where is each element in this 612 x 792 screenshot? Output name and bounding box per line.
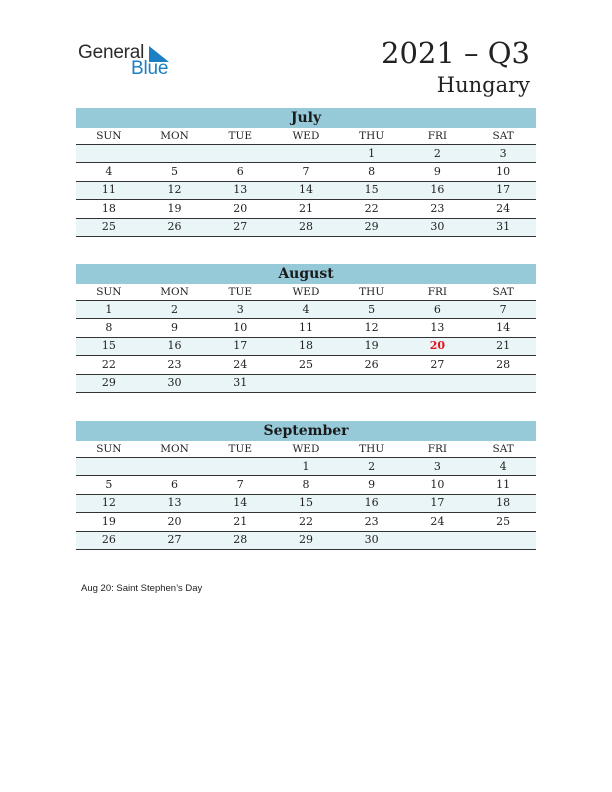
country-name: Hungary	[436, 73, 530, 97]
day-cell: 7	[207, 476, 273, 494]
generalblue-logo	[78, 42, 178, 82]
day-cell: 11	[273, 319, 339, 337]
empty-day-cell	[470, 374, 536, 392]
weekday-label: MON	[142, 284, 208, 301]
month-title: September	[76, 421, 536, 441]
logo-text-blue: Blue	[131, 58, 169, 79]
weekday-label: TUE	[207, 284, 273, 301]
month-calendar-august	[76, 264, 536, 393]
day-cell: 26	[339, 356, 405, 374]
month-grid	[76, 284, 536, 393]
week-row	[76, 301, 536, 319]
week-row	[76, 181, 536, 199]
day-cell: 15	[273, 494, 339, 512]
day-cell: 8	[273, 476, 339, 494]
day-cell: 17	[405, 494, 471, 512]
weekday-label: WED	[273, 284, 339, 301]
month-title: July	[76, 108, 536, 128]
day-cell: 25	[273, 356, 339, 374]
weekday-label: MON	[142, 441, 208, 458]
day-cell: 13	[405, 319, 471, 337]
day-cell: 27	[207, 218, 273, 236]
empty-day-cell	[142, 458, 208, 476]
day-cell: 23	[405, 200, 471, 218]
weekday-label: SAT	[470, 284, 536, 301]
day-cell: 4	[76, 163, 142, 181]
day-cell: 11	[470, 476, 536, 494]
day-cell: 1	[76, 301, 142, 319]
weekday-label: SAT	[470, 441, 536, 458]
day-cell: 13	[142, 494, 208, 512]
day-cell: 21	[470, 337, 536, 355]
holiday-note: Aug 20: Saint Stephen’s Day	[81, 583, 203, 594]
day-cell: 10	[470, 163, 536, 181]
day-cell: 2	[142, 301, 208, 319]
day-cell: 18	[273, 337, 339, 355]
day-cell: 8	[339, 163, 405, 181]
weekday-label: SUN	[76, 128, 142, 145]
weekday-label: TUE	[207, 128, 273, 145]
day-cell: 19	[339, 337, 405, 355]
day-cell: 23	[142, 356, 208, 374]
empty-day-cell	[207, 145, 273, 163]
day-cell: 28	[470, 356, 536, 374]
week-row	[76, 513, 536, 531]
day-cell: 9	[405, 163, 471, 181]
day-cell: 10	[207, 319, 273, 337]
empty-day-cell	[273, 374, 339, 392]
weekday-label: SAT	[470, 128, 536, 145]
week-row	[76, 145, 536, 163]
weekday-label: FRI	[405, 441, 471, 458]
day-cell: 19	[142, 200, 208, 218]
day-cell: 14	[470, 319, 536, 337]
day-cell: 18	[470, 494, 536, 512]
week-row	[76, 531, 536, 549]
day-cell: 18	[76, 200, 142, 218]
day-cell: 2	[405, 145, 471, 163]
month-grid	[76, 128, 536, 237]
day-cell: 5	[339, 301, 405, 319]
weekday-label: WED	[273, 128, 339, 145]
day-cell: 10	[405, 476, 471, 494]
day-cell: 15	[76, 337, 142, 355]
day-cell: 17	[207, 337, 273, 355]
day-cell: 24	[470, 200, 536, 218]
weekday-header-row	[76, 284, 536, 301]
week-row	[76, 163, 536, 181]
empty-day-cell	[405, 374, 471, 392]
day-cell: 12	[76, 494, 142, 512]
day-cell: 16	[405, 181, 471, 199]
day-cell: 27	[405, 356, 471, 374]
page-title: 2021 – Q3	[381, 36, 530, 70]
week-row	[76, 337, 536, 355]
day-cell: 5	[76, 476, 142, 494]
day-cell: 20	[207, 200, 273, 218]
weekday-label: THU	[339, 441, 405, 458]
day-cell: 22	[76, 356, 142, 374]
day-cell: 16	[142, 337, 208, 355]
weekday-label: SUN	[76, 284, 142, 301]
day-cell: 6	[207, 163, 273, 181]
weekday-label: WED	[273, 441, 339, 458]
day-cell: 24	[207, 356, 273, 374]
day-cell: 22	[273, 513, 339, 531]
day-cell: 1	[339, 145, 405, 163]
day-cell: 14	[207, 494, 273, 512]
week-row	[76, 476, 536, 494]
day-cell: 28	[273, 218, 339, 236]
day-cell: 3	[470, 145, 536, 163]
weekday-header-row	[76, 128, 536, 145]
weekday-header-row	[76, 441, 536, 458]
month-grid	[76, 441, 536, 550]
week-row	[76, 458, 536, 476]
week-row	[76, 356, 536, 374]
weekday-label: TUE	[207, 441, 273, 458]
day-cell: 7	[470, 301, 536, 319]
day-cell: 31	[207, 374, 273, 392]
day-cell: 22	[339, 200, 405, 218]
day-cell: 6	[142, 476, 208, 494]
day-cell: 4	[470, 458, 536, 476]
day-cell: 25	[470, 513, 536, 531]
day-cell: 2	[339, 458, 405, 476]
day-cell: 5	[142, 163, 208, 181]
empty-day-cell	[339, 374, 405, 392]
day-cell: 30	[142, 374, 208, 392]
day-cell: 9	[339, 476, 405, 494]
day-cell: 13	[207, 181, 273, 199]
empty-day-cell	[142, 145, 208, 163]
weekday-label: THU	[339, 128, 405, 145]
day-cell: 15	[339, 181, 405, 199]
empty-day-cell	[470, 531, 536, 549]
weekday-label: THU	[339, 284, 405, 301]
day-cell: 3	[405, 458, 471, 476]
weekday-label: FRI	[405, 128, 471, 145]
day-cell: 12	[142, 181, 208, 199]
day-cell: 21	[273, 200, 339, 218]
week-row	[76, 218, 536, 236]
holiday-day-cell: 20	[405, 337, 471, 355]
empty-day-cell	[273, 145, 339, 163]
day-cell: 7	[273, 163, 339, 181]
day-cell: 19	[76, 513, 142, 531]
empty-day-cell	[76, 145, 142, 163]
weekday-label: FRI	[405, 284, 471, 301]
day-cell: 23	[339, 513, 405, 531]
day-cell: 6	[405, 301, 471, 319]
day-cell: 29	[273, 531, 339, 549]
day-cell: 9	[142, 319, 208, 337]
day-cell: 12	[339, 319, 405, 337]
day-cell: 24	[405, 513, 471, 531]
week-row	[76, 319, 536, 337]
day-cell: 14	[273, 181, 339, 199]
week-row	[76, 374, 536, 392]
day-cell: 29	[76, 374, 142, 392]
day-cell: 17	[470, 181, 536, 199]
logo-text-general: General	[78, 42, 145, 63]
week-row	[76, 200, 536, 218]
day-cell: 29	[339, 218, 405, 236]
day-cell: 30	[405, 218, 471, 236]
day-cell: 31	[470, 218, 536, 236]
day-cell: 1	[273, 458, 339, 476]
month-calendar-september	[76, 421, 536, 550]
day-cell: 26	[76, 531, 142, 549]
day-cell: 26	[142, 218, 208, 236]
day-cell: 8	[76, 319, 142, 337]
day-cell: 11	[76, 181, 142, 199]
month-title: August	[76, 264, 536, 284]
weekday-label: MON	[142, 128, 208, 145]
day-cell: 3	[207, 301, 273, 319]
day-cell: 16	[339, 494, 405, 512]
day-cell: 20	[142, 513, 208, 531]
day-cell: 21	[207, 513, 273, 531]
weekday-label: SUN	[76, 441, 142, 458]
day-cell: 27	[142, 531, 208, 549]
month-calendar-july	[76, 108, 536, 237]
day-cell: 28	[207, 531, 273, 549]
week-row	[76, 494, 536, 512]
empty-day-cell	[405, 531, 471, 549]
day-cell: 30	[339, 531, 405, 549]
day-cell: 4	[273, 301, 339, 319]
empty-day-cell	[207, 458, 273, 476]
day-cell: 25	[76, 218, 142, 236]
empty-day-cell	[76, 458, 142, 476]
